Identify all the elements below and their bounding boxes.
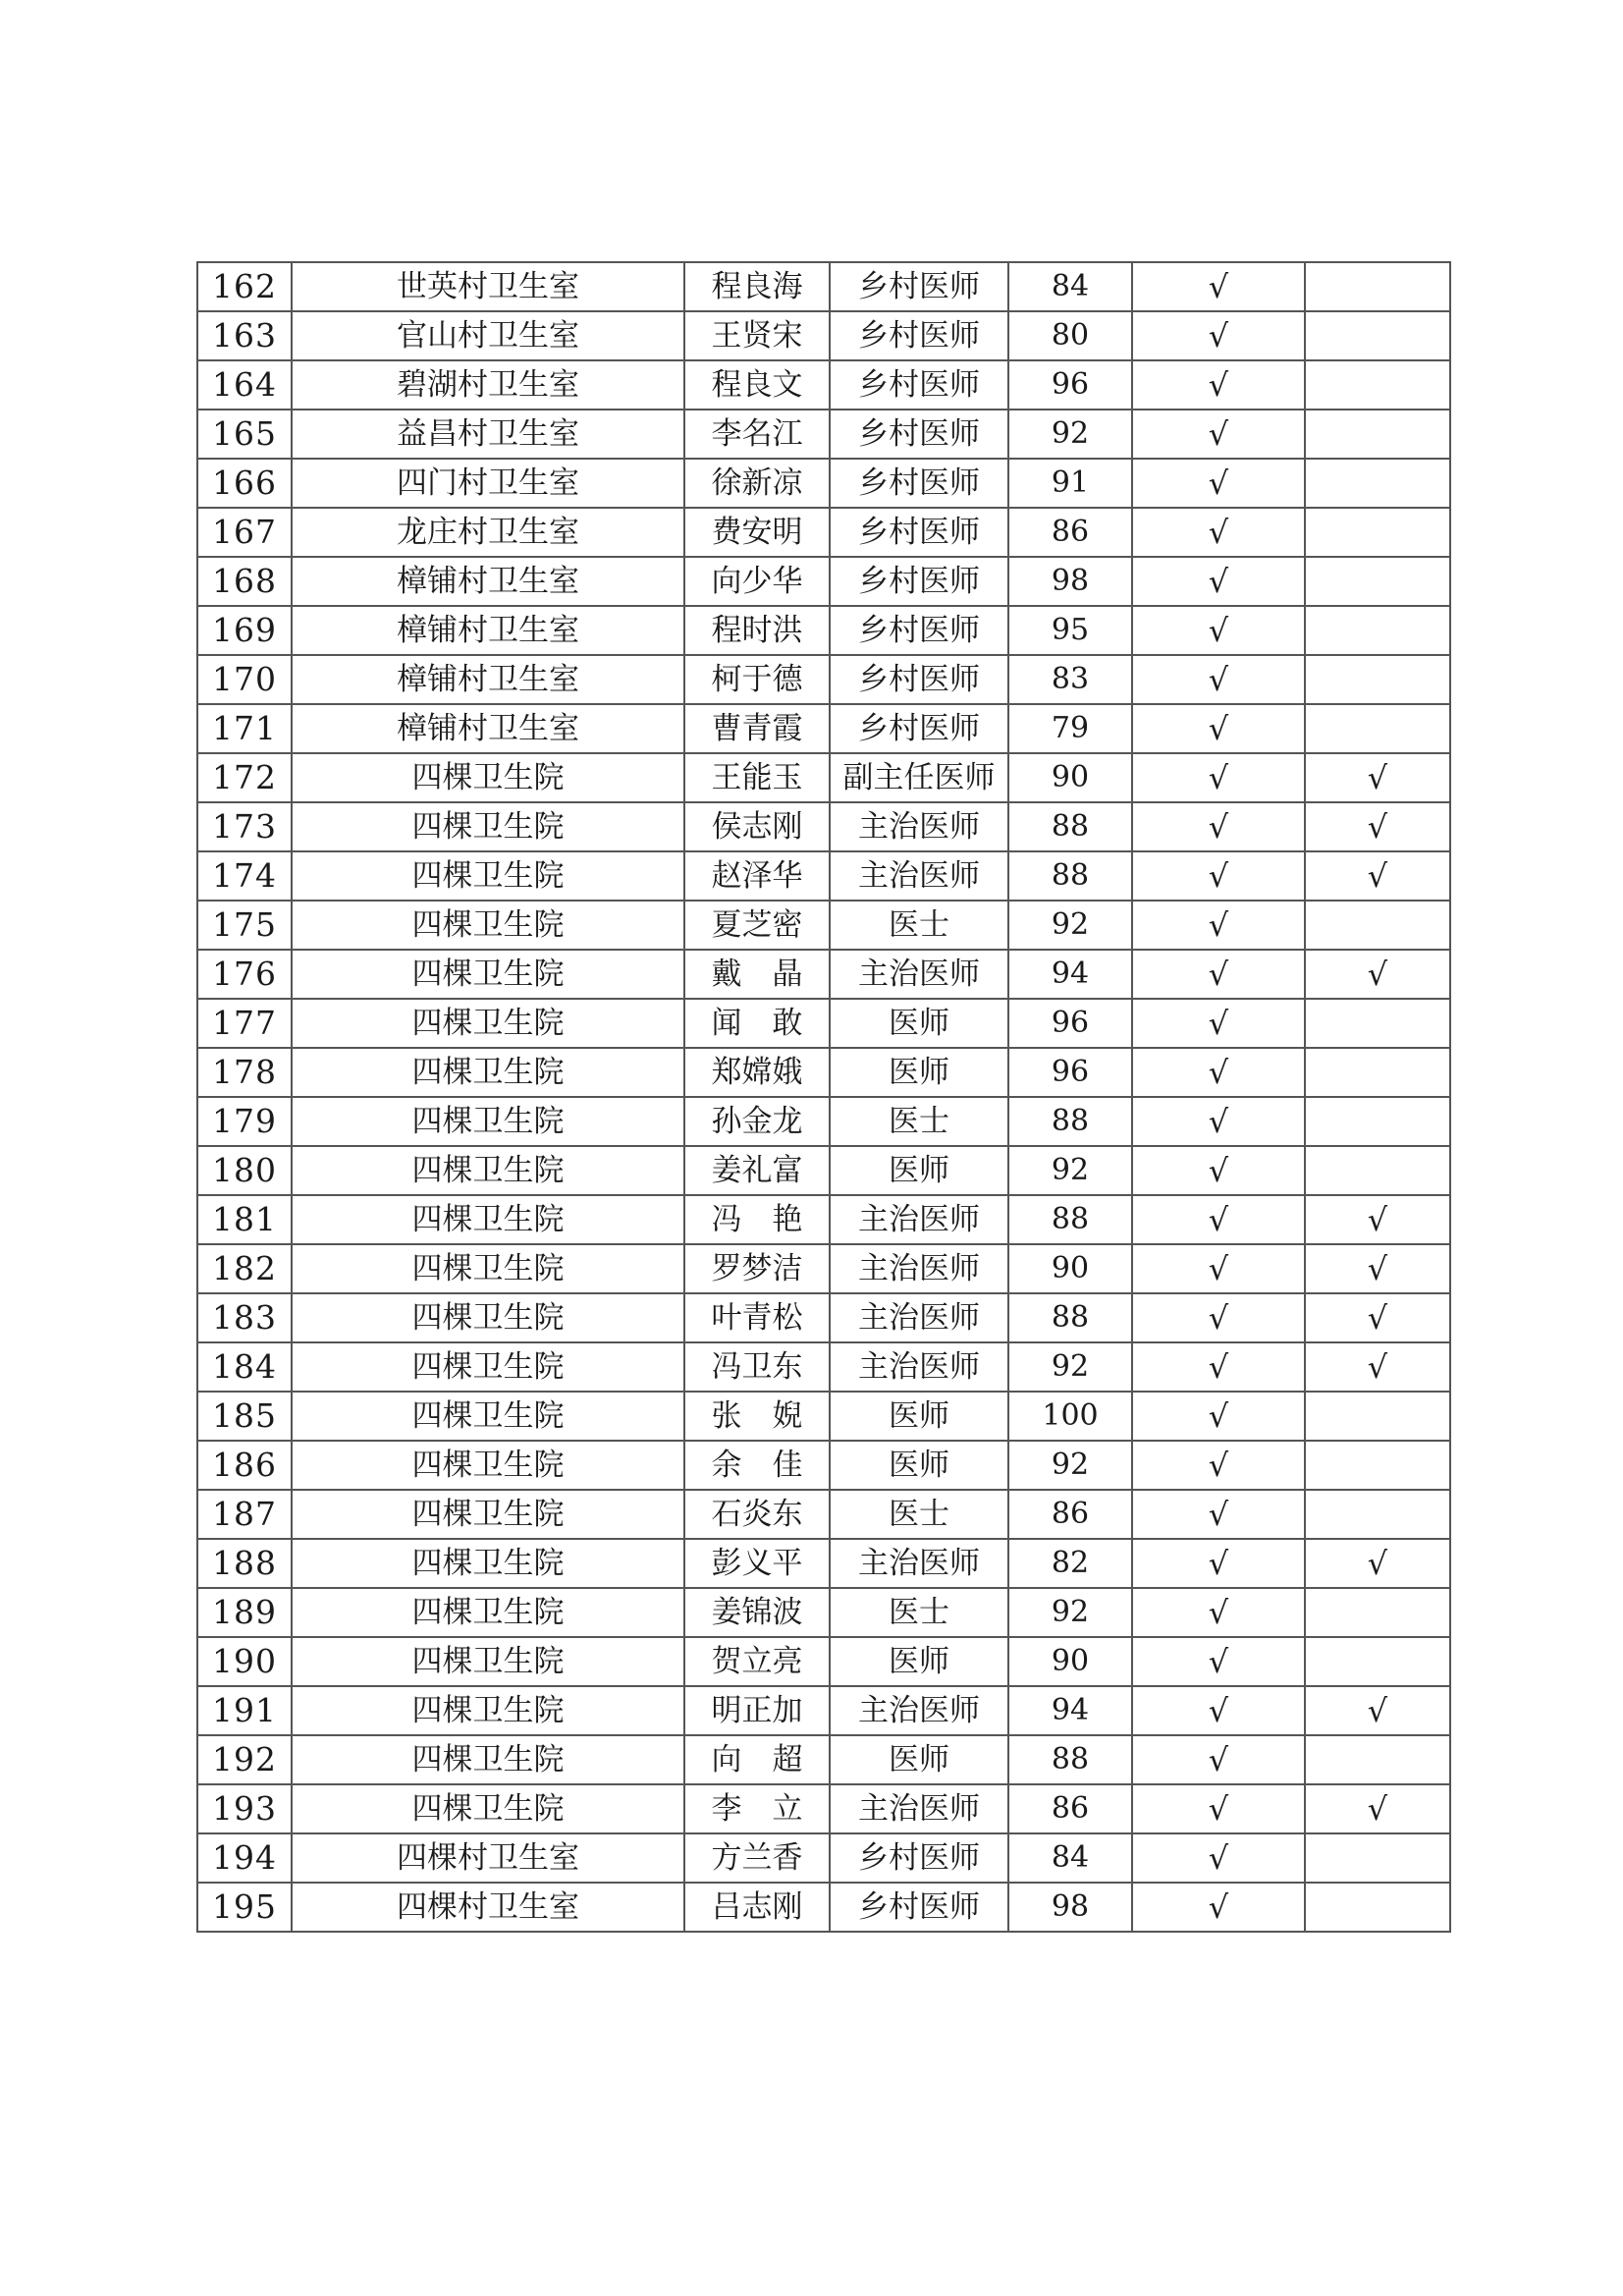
person-name-cell: 叶青松 — [684, 1293, 830, 1342]
table-row — [197, 655, 1450, 704]
person-name-cell: 夏芝密 — [684, 901, 830, 950]
table-row — [197, 1195, 1450, 1244]
job-title-cell: 乡村医师 — [830, 655, 1008, 704]
person-name-cell: 李 立 — [684, 1784, 830, 1833]
table-row — [197, 802, 1450, 851]
score-cell: 90 — [1008, 1637, 1132, 1686]
score-cell: 88 — [1008, 1293, 1132, 1342]
unit-cell: 四棵卫生院 — [292, 1686, 684, 1735]
row-number-cell: 165 — [197, 410, 292, 459]
person-name-cell: 程良海 — [684, 262, 830, 311]
row-number-cell: 194 — [197, 1833, 292, 1883]
score-cell: 88 — [1008, 1735, 1132, 1784]
job-title-cell: 主治医师 — [830, 1342, 1008, 1392]
row-number-cell: 166 — [197, 459, 292, 508]
check-mark-cell-1: √ — [1132, 753, 1305, 802]
table-row — [197, 459, 1450, 508]
unit-cell: 四棵卫生院 — [292, 802, 684, 851]
check-mark-cell-2 — [1305, 1883, 1450, 1932]
person-name-cell: 罗梦洁 — [684, 1244, 830, 1293]
person-name-cell: 李名江 — [684, 410, 830, 459]
row-number-cell: 174 — [197, 851, 292, 901]
table-row — [197, 1686, 1450, 1735]
row-number-cell: 176 — [197, 950, 292, 999]
check-mark-cell-2 — [1305, 508, 1450, 557]
unit-cell: 樟铺村卫生室 — [292, 557, 684, 606]
check-mark-cell-1: √ — [1132, 1441, 1305, 1490]
check-mark-cell-2 — [1305, 459, 1450, 508]
score-cell: 88 — [1008, 802, 1132, 851]
check-mark-cell-2 — [1305, 1146, 1450, 1195]
row-number-cell: 195 — [197, 1883, 292, 1932]
check-mark-cell-1: √ — [1132, 459, 1305, 508]
check-mark-cell-1: √ — [1132, 851, 1305, 901]
score-cell: 95 — [1008, 606, 1132, 655]
check-mark-cell-2: √ — [1305, 1195, 1450, 1244]
unit-cell: 四棵卫生院 — [292, 1146, 684, 1195]
score-cell: 96 — [1008, 1048, 1132, 1097]
unit-cell: 四棵卫生院 — [292, 999, 684, 1048]
person-name-cell: 程良文 — [684, 360, 830, 410]
person-name-cell: 贺立亮 — [684, 1637, 830, 1686]
score-cell: 92 — [1008, 410, 1132, 459]
job-title-cell: 医士 — [830, 1588, 1008, 1637]
check-mark-cell-1: √ — [1132, 1342, 1305, 1392]
unit-cell: 碧湖村卫生室 — [292, 360, 684, 410]
check-mark-cell-1: √ — [1132, 360, 1305, 410]
row-number-cell: 188 — [197, 1539, 292, 1588]
job-title-cell: 主治医师 — [830, 1784, 1008, 1833]
job-title-cell: 医师 — [830, 1146, 1008, 1195]
unit-cell: 四棵卫生院 — [292, 1637, 684, 1686]
score-cell: 90 — [1008, 1244, 1132, 1293]
score-cell: 92 — [1008, 901, 1132, 950]
table-row — [197, 1883, 1450, 1932]
table-row — [197, 1392, 1450, 1441]
unit-cell: 四棵村卫生室 — [292, 1883, 684, 1932]
check-mark-cell-1: √ — [1132, 1833, 1305, 1883]
check-mark-cell-2 — [1305, 1441, 1450, 1490]
row-number-cell: 164 — [197, 360, 292, 410]
check-mark-cell-1: √ — [1132, 557, 1305, 606]
check-mark-cell-1: √ — [1132, 1883, 1305, 1932]
person-name-cell: 郑嫦娥 — [684, 1048, 830, 1097]
check-mark-cell-1: √ — [1132, 1048, 1305, 1097]
person-name-cell: 孙金龙 — [684, 1097, 830, 1146]
check-mark-cell-1: √ — [1132, 1195, 1305, 1244]
row-number-cell: 182 — [197, 1244, 292, 1293]
person-name-cell: 冯卫东 — [684, 1342, 830, 1392]
person-name-cell: 姜锦波 — [684, 1588, 830, 1637]
score-cell: 82 — [1008, 1539, 1132, 1588]
job-title-cell: 乡村医师 — [830, 704, 1008, 753]
table-body — [197, 262, 1450, 1932]
check-mark-cell-2 — [1305, 1833, 1450, 1883]
unit-cell: 四棵村卫生室 — [292, 1833, 684, 1883]
score-cell: 92 — [1008, 1146, 1132, 1195]
job-title-cell: 医士 — [830, 1097, 1008, 1146]
job-title-cell: 主治医师 — [830, 1293, 1008, 1342]
score-cell: 86 — [1008, 1784, 1132, 1833]
score-cell: 83 — [1008, 655, 1132, 704]
person-name-cell: 程时洪 — [684, 606, 830, 655]
row-number-cell: 173 — [197, 802, 292, 851]
job-title-cell: 乡村医师 — [830, 262, 1008, 311]
check-mark-cell-1: √ — [1132, 606, 1305, 655]
table-row — [197, 1784, 1450, 1833]
check-mark-cell-2 — [1305, 1097, 1450, 1146]
score-cell: 79 — [1008, 704, 1132, 753]
person-name-cell: 徐新凉 — [684, 459, 830, 508]
score-cell: 92 — [1008, 1342, 1132, 1392]
check-mark-cell-2: √ — [1305, 950, 1450, 999]
table-row — [197, 1490, 1450, 1539]
score-cell: 94 — [1008, 950, 1132, 999]
check-mark-cell-1: √ — [1132, 1392, 1305, 1441]
unit-cell: 龙庄村卫生室 — [292, 508, 684, 557]
row-number-cell: 187 — [197, 1490, 292, 1539]
job-title-cell: 乡村医师 — [830, 360, 1008, 410]
unit-cell: 樟铺村卫生室 — [292, 606, 684, 655]
table-row — [197, 1539, 1450, 1588]
score-cell: 88 — [1008, 851, 1132, 901]
table-row — [197, 704, 1450, 753]
person-name-cell: 石炎东 — [684, 1490, 830, 1539]
person-name-cell: 明正加 — [684, 1686, 830, 1735]
unit-cell: 世英村卫生室 — [292, 262, 684, 311]
check-mark-cell-2 — [1305, 704, 1450, 753]
check-mark-cell-2 — [1305, 655, 1450, 704]
personnel-table — [196, 261, 1451, 1933]
person-name-cell: 向少华 — [684, 557, 830, 606]
job-title-cell: 主治医师 — [830, 950, 1008, 999]
person-name-cell: 王能玉 — [684, 753, 830, 802]
table-row — [197, 360, 1450, 410]
unit-cell: 四棵卫生院 — [292, 753, 684, 802]
unit-cell: 四棵卫生院 — [292, 1244, 684, 1293]
row-number-cell: 171 — [197, 704, 292, 753]
person-name-cell: 王贤宋 — [684, 311, 830, 360]
check-mark-cell-2: √ — [1305, 1686, 1450, 1735]
row-number-cell: 168 — [197, 557, 292, 606]
check-mark-cell-1: √ — [1132, 655, 1305, 704]
row-number-cell: 175 — [197, 901, 292, 950]
unit-cell: 四棵卫生院 — [292, 1490, 684, 1539]
check-mark-cell-2 — [1305, 262, 1450, 311]
job-title-cell: 乡村医师 — [830, 1833, 1008, 1883]
table-row — [197, 508, 1450, 557]
check-mark-cell-1: √ — [1132, 1146, 1305, 1195]
check-mark-cell-2: √ — [1305, 1244, 1450, 1293]
unit-cell: 四棵卫生院 — [292, 1048, 684, 1097]
job-title-cell: 乡村医师 — [830, 311, 1008, 360]
row-number-cell: 185 — [197, 1392, 292, 1441]
person-name-cell: 闻 敢 — [684, 999, 830, 1048]
check-mark-cell-2 — [1305, 901, 1450, 950]
check-mark-cell-2 — [1305, 311, 1450, 360]
job-title-cell: 医师 — [830, 1637, 1008, 1686]
person-name-cell: 姜礼富 — [684, 1146, 830, 1195]
check-mark-cell-2: √ — [1305, 802, 1450, 851]
score-cell: 90 — [1008, 753, 1132, 802]
row-number-cell: 163 — [197, 311, 292, 360]
job-title-cell: 医师 — [830, 1392, 1008, 1441]
unit-cell: 四棵卫生院 — [292, 1588, 684, 1637]
person-name-cell: 费安明 — [684, 508, 830, 557]
score-cell: 100 — [1008, 1392, 1132, 1441]
job-title-cell: 乡村医师 — [830, 459, 1008, 508]
unit-cell: 益昌村卫生室 — [292, 410, 684, 459]
check-mark-cell-1: √ — [1132, 410, 1305, 459]
check-mark-cell-2 — [1305, 1490, 1450, 1539]
job-title-cell: 主治医师 — [830, 802, 1008, 851]
check-mark-cell-2 — [1305, 1588, 1450, 1637]
row-number-cell: 178 — [197, 1048, 292, 1097]
row-number-cell: 184 — [197, 1342, 292, 1392]
table-row — [197, 1833, 1450, 1883]
unit-cell: 四棵卫生院 — [292, 851, 684, 901]
unit-cell: 四棵卫生院 — [292, 1097, 684, 1146]
table-row — [197, 753, 1450, 802]
check-mark-cell-1: √ — [1132, 999, 1305, 1048]
row-number-cell: 190 — [197, 1637, 292, 1686]
unit-cell: 樟铺村卫生室 — [292, 655, 684, 704]
job-title-cell: 医士 — [830, 1490, 1008, 1539]
check-mark-cell-2 — [1305, 410, 1450, 459]
check-mark-cell-1: √ — [1132, 1293, 1305, 1342]
table-row — [197, 1244, 1450, 1293]
unit-cell: 官山村卫生室 — [292, 311, 684, 360]
unit-cell: 四棵卫生院 — [292, 1735, 684, 1784]
table-row — [197, 950, 1450, 999]
table-row — [197, 606, 1450, 655]
job-title-cell: 主治医师 — [830, 1244, 1008, 1293]
check-mark-cell-2: √ — [1305, 851, 1450, 901]
table-row — [197, 1735, 1450, 1784]
row-number-cell: 167 — [197, 508, 292, 557]
unit-cell: 四棵卫生院 — [292, 1784, 684, 1833]
check-mark-cell-2: √ — [1305, 1293, 1450, 1342]
score-cell: 80 — [1008, 311, 1132, 360]
score-cell: 92 — [1008, 1588, 1132, 1637]
row-number-cell: 180 — [197, 1146, 292, 1195]
job-title-cell: 医士 — [830, 901, 1008, 950]
check-mark-cell-2 — [1305, 1048, 1450, 1097]
job-title-cell: 主治医师 — [830, 1195, 1008, 1244]
row-number-cell: 170 — [197, 655, 292, 704]
person-name-cell: 柯于德 — [684, 655, 830, 704]
job-title-cell: 副主任医师 — [830, 753, 1008, 802]
unit-cell: 樟铺村卫生室 — [292, 704, 684, 753]
person-name-cell: 方兰香 — [684, 1833, 830, 1883]
row-number-cell: 193 — [197, 1784, 292, 1833]
unit-cell: 四棵卫生院 — [292, 950, 684, 999]
table-row — [197, 1637, 1450, 1686]
check-mark-cell-1: √ — [1132, 1588, 1305, 1637]
table-row — [197, 311, 1450, 360]
table-row — [197, 1146, 1450, 1195]
table-row — [197, 557, 1450, 606]
job-title-cell: 主治医师 — [830, 1686, 1008, 1735]
job-title-cell: 乡村医师 — [830, 410, 1008, 459]
table-row — [197, 410, 1450, 459]
table-row — [197, 1588, 1450, 1637]
unit-cell: 四棵卫生院 — [292, 1539, 684, 1588]
score-cell: 91 — [1008, 459, 1132, 508]
row-number-cell: 172 — [197, 753, 292, 802]
check-mark-cell-2: √ — [1305, 1539, 1450, 1588]
table-row — [197, 1097, 1450, 1146]
row-number-cell: 162 — [197, 262, 292, 311]
check-mark-cell-1: √ — [1132, 1637, 1305, 1686]
check-mark-cell-1: √ — [1132, 1784, 1305, 1833]
check-mark-cell-2 — [1305, 999, 1450, 1048]
table-row — [197, 851, 1450, 901]
row-number-cell: 191 — [197, 1686, 292, 1735]
row-number-cell: 179 — [197, 1097, 292, 1146]
row-number-cell: 186 — [197, 1441, 292, 1490]
row-number-cell: 181 — [197, 1195, 292, 1244]
unit-cell: 四棵卫生院 — [292, 1392, 684, 1441]
unit-cell: 四门村卫生室 — [292, 459, 684, 508]
check-mark-cell-2: √ — [1305, 1784, 1450, 1833]
check-mark-cell-2 — [1305, 360, 1450, 410]
check-mark-cell-2 — [1305, 1735, 1450, 1784]
job-title-cell: 乡村医师 — [830, 1883, 1008, 1932]
row-number-cell: 189 — [197, 1588, 292, 1637]
person-name-cell: 彭义平 — [684, 1539, 830, 1588]
job-title-cell: 医师 — [830, 999, 1008, 1048]
job-title-cell: 乡村医师 — [830, 557, 1008, 606]
score-cell: 88 — [1008, 1195, 1132, 1244]
job-title-cell: 医师 — [830, 1048, 1008, 1097]
score-cell: 98 — [1008, 1883, 1132, 1932]
score-cell: 86 — [1008, 508, 1132, 557]
person-name-cell: 张 婗 — [684, 1392, 830, 1441]
person-name-cell: 向 超 — [684, 1735, 830, 1784]
table-row — [197, 1342, 1450, 1392]
check-mark-cell-1: √ — [1132, 1490, 1305, 1539]
score-cell: 92 — [1008, 1441, 1132, 1490]
person-name-cell: 冯 艳 — [684, 1195, 830, 1244]
table-row — [197, 262, 1450, 311]
score-cell: 96 — [1008, 999, 1132, 1048]
score-cell: 84 — [1008, 262, 1132, 311]
check-mark-cell-1: √ — [1132, 1539, 1305, 1588]
row-number-cell: 192 — [197, 1735, 292, 1784]
table-row — [197, 1048, 1450, 1097]
score-cell: 96 — [1008, 360, 1132, 410]
person-name-cell: 赵泽华 — [684, 851, 830, 901]
person-name-cell: 余 佳 — [684, 1441, 830, 1490]
check-mark-cell-2 — [1305, 606, 1450, 655]
check-mark-cell-1: √ — [1132, 1244, 1305, 1293]
job-title-cell: 乡村医师 — [830, 606, 1008, 655]
unit-cell: 四棵卫生院 — [292, 1293, 684, 1342]
job-title-cell: 医师 — [830, 1735, 1008, 1784]
check-mark-cell-1: √ — [1132, 950, 1305, 999]
table-row — [197, 1293, 1450, 1342]
table-row — [197, 901, 1450, 950]
check-mark-cell-1: √ — [1132, 262, 1305, 311]
check-mark-cell-2 — [1305, 557, 1450, 606]
check-mark-cell-1: √ — [1132, 508, 1305, 557]
score-cell: 86 — [1008, 1490, 1132, 1539]
score-cell: 94 — [1008, 1686, 1132, 1735]
row-number-cell: 169 — [197, 606, 292, 655]
check-mark-cell-1: √ — [1132, 1686, 1305, 1735]
score-cell: 84 — [1008, 1833, 1132, 1883]
check-mark-cell-1: √ — [1132, 311, 1305, 360]
job-title-cell: 医师 — [830, 1441, 1008, 1490]
check-mark-cell-2: √ — [1305, 1342, 1450, 1392]
unit-cell: 四棵卫生院 — [292, 1195, 684, 1244]
job-title-cell: 主治医师 — [830, 1539, 1008, 1588]
person-name-cell: 戴 晶 — [684, 950, 830, 999]
unit-cell: 四棵卫生院 — [292, 1441, 684, 1490]
unit-cell: 四棵卫生院 — [292, 901, 684, 950]
row-number-cell: 183 — [197, 1293, 292, 1342]
check-mark-cell-1: √ — [1132, 802, 1305, 851]
check-mark-cell-1: √ — [1132, 901, 1305, 950]
job-title-cell: 乡村医师 — [830, 508, 1008, 557]
table-row — [197, 1441, 1450, 1490]
row-number-cell: 177 — [197, 999, 292, 1048]
table-row — [197, 999, 1450, 1048]
check-mark-cell-2 — [1305, 1637, 1450, 1686]
score-cell: 98 — [1008, 557, 1132, 606]
check-mark-cell-2 — [1305, 1392, 1450, 1441]
job-title-cell: 主治医师 — [830, 851, 1008, 901]
person-name-cell: 侯志刚 — [684, 802, 830, 851]
check-mark-cell-1: √ — [1132, 1735, 1305, 1784]
check-mark-cell-2: √ — [1305, 753, 1450, 802]
person-name-cell: 曹青霞 — [684, 704, 830, 753]
check-mark-cell-1: √ — [1132, 704, 1305, 753]
check-mark-cell-1: √ — [1132, 1097, 1305, 1146]
person-name-cell: 吕志刚 — [684, 1883, 830, 1932]
score-cell: 88 — [1008, 1097, 1132, 1146]
unit-cell: 四棵卫生院 — [292, 1342, 684, 1392]
